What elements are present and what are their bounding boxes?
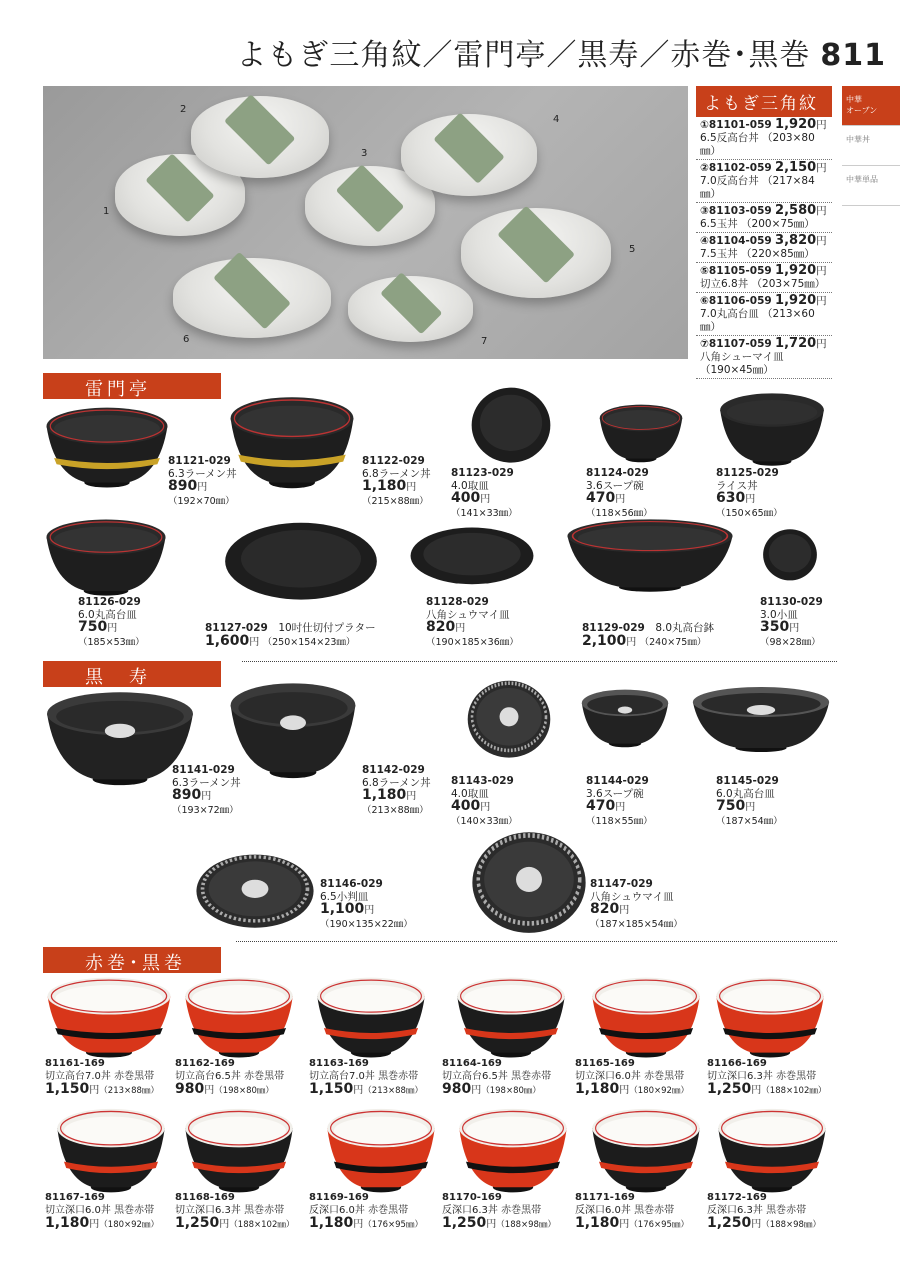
product-card [582, 622, 714, 649]
product-code: ⑤81105-059 [700, 265, 772, 277]
product-price: 890 [168, 478, 198, 494]
product-size: （213×88㎜） [363, 1086, 423, 1096]
product-card [205, 622, 376, 649]
product-size: （187×54㎜） [716, 815, 783, 827]
product-name: 7.0丸高台皿 [700, 308, 759, 320]
product-code: ④81104-059 [700, 235, 772, 247]
yen-unit: 円 [480, 802, 491, 813]
product-name: 切立深口6.0丼 黒巻赤帯 [45, 1204, 155, 1216]
product-name: 6.5小判皿 [320, 890, 369, 903]
product-image [598, 402, 684, 464]
product-size: （250×154×23㎜） [262, 636, 356, 648]
product-code: 81162-169 [175, 1058, 235, 1069]
product-image [690, 684, 832, 754]
product-name: 6.5反高台丼 [700, 132, 759, 144]
page-number: 811 [820, 38, 886, 73]
product-size: （190×135×22㎜） [320, 918, 413, 930]
yen-unit: 円 [816, 338, 827, 350]
product-price: 1,180 [362, 787, 407, 803]
photo-bowl-2 [191, 96, 329, 178]
product-code: 81172-169 [707, 1192, 767, 1203]
photo-bowl-6 [173, 258, 331, 338]
product-code: 81143-029 [451, 775, 514, 787]
product-size: （150×65㎜） [716, 507, 783, 519]
product-card [586, 467, 653, 520]
product-code: 81164-169 [442, 1058, 502, 1069]
photo-bowl-4 [401, 114, 537, 196]
product-name: 反深口6.0丼 赤巻黒帯 [309, 1204, 409, 1216]
product-card [451, 775, 518, 828]
product-size: （176×95㎜） [629, 1220, 689, 1230]
product-name: 切立深口6.3丼 赤巻黒帯 [707, 1070, 817, 1082]
section-header-kokuju: 黒 寿 [43, 661, 221, 687]
yen-unit: 円 [353, 1085, 364, 1096]
product-code: 81171-169 [575, 1192, 635, 1203]
product-code: 81161-169 [45, 1058, 105, 1069]
yomogi-item [696, 263, 832, 293]
yen-unit: 円 [745, 494, 756, 505]
product-image [194, 850, 316, 930]
product-card [45, 1192, 159, 1232]
product-code: 81146-029 [320, 878, 383, 890]
tab-chuka-don[interactable]: 中華丼 [842, 126, 900, 166]
product-price: 470 [586, 490, 616, 506]
yen-unit: 円 [745, 802, 756, 813]
product-image [228, 679, 358, 781]
product-size: （193×72㎜） [172, 804, 239, 816]
product-code: ③81103-059 [700, 205, 772, 217]
yen-unit: 円 [204, 1085, 215, 1096]
product-name: 反深口6.3丼 黒巻赤帯 [707, 1204, 807, 1216]
product-name: 7.0反高台丼 [700, 175, 759, 187]
page-header [236, 30, 886, 74]
product-image [466, 676, 552, 760]
category-tabs [842, 86, 900, 206]
product-card [309, 1192, 423, 1232]
product-size: （213×88㎜） [99, 1086, 159, 1096]
product-image [455, 974, 567, 1060]
product-price: 1,250 [175, 1215, 220, 1231]
yen-unit: 円 [480, 494, 491, 505]
yen-unit: 円 [406, 482, 417, 493]
product-name: 切立高台7.0丼 赤巻黒帯 [45, 1070, 155, 1082]
product-name: 6.3ラーメン丼 [168, 467, 237, 480]
product-size: （188×98㎜） [496, 1220, 556, 1230]
product-code: ②81102-059 [700, 162, 772, 174]
product-price: 470 [586, 798, 616, 814]
product-image [183, 1105, 295, 1195]
product-image [408, 524, 536, 586]
product-card [175, 1058, 284, 1098]
photo-label: 7 [481, 336, 488, 347]
yen-unit: 円 [455, 623, 466, 634]
product-size: （180×92㎜） [629, 1086, 689, 1096]
product-price: 400 [451, 798, 481, 814]
yen-unit: 円 [107, 623, 118, 634]
yomogi-item [696, 233, 832, 263]
product-name: 3.0小皿 [760, 608, 798, 621]
product-size: （215×88㎜） [362, 495, 429, 507]
product-card [586, 775, 653, 828]
product-size: （240×75㎜） [639, 636, 707, 648]
product-size: （176×95㎜） [363, 1220, 423, 1230]
product-image [228, 393, 356, 491]
product-price: 820 [426, 619, 456, 635]
product-price: 980 [442, 1081, 472, 1097]
product-name: 6.3ラーメン丼 [172, 776, 241, 789]
product-card [168, 455, 237, 508]
product-code: 81167-169 [45, 1192, 105, 1203]
product-image [44, 404, 170, 490]
product-card [575, 1058, 689, 1098]
product-card [320, 878, 413, 931]
photo-bowl-7 [348, 276, 473, 342]
product-size: （187×185×54㎜） [590, 918, 683, 930]
product-code: 81144-029 [586, 775, 649, 787]
product-image [590, 1105, 702, 1195]
product-price: 1,920 [775, 293, 817, 308]
hero-photo [43, 86, 688, 359]
product-name: 八角シューマイ皿 [700, 351, 784, 363]
page-title: よもぎ三角紋／雷門亭／黒寿／赤巻･黒巻 [236, 38, 811, 73]
product-code: 81125-029 [716, 467, 779, 479]
yen-unit: 円 [816, 205, 827, 217]
product-code: 81122-029 [362, 455, 425, 467]
photo-label: 1 [103, 206, 110, 217]
yen-unit: 円 [751, 1219, 762, 1230]
product-name: 6.8ラーメン丼 [362, 467, 431, 480]
product-price: 350 [760, 619, 790, 635]
product-size: （98×28㎜） [760, 636, 821, 648]
product-size: （198×80㎜） [481, 1086, 541, 1096]
product-name: 切立高台6.5丼 赤巻黒帯 [175, 1070, 285, 1082]
yen-unit: 円 [816, 235, 827, 247]
yen-unit: 円 [353, 1219, 364, 1230]
product-code: 81166-169 [707, 1058, 767, 1069]
yomogi-item [696, 293, 832, 336]
product-name: 3.6スープ碗 [586, 479, 644, 492]
product-price: 750 [78, 619, 108, 635]
product-price: 2,100 [582, 632, 627, 649]
product-price: 820 [590, 901, 620, 917]
product-price: 1,100 [320, 901, 365, 917]
product-name: 切立深口6.3丼 黒巻赤帯 [175, 1204, 285, 1216]
product-code: 81129-029 [582, 622, 645, 634]
product-name: 切立深口6.0丼 赤巻黒帯 [575, 1070, 685, 1082]
product-name: 6.0丸高台皿 [78, 608, 137, 621]
product-price: 980 [175, 1081, 205, 1097]
yen-unit: 円 [201, 791, 212, 802]
product-image [470, 383, 552, 465]
yen-unit: 円 [471, 1085, 482, 1096]
product-image [564, 516, 736, 594]
product-card [707, 1192, 821, 1232]
product-image [714, 974, 826, 1060]
product-card [716, 467, 783, 520]
product-size: （203×75㎜） [751, 278, 826, 290]
product-price: 1,180 [575, 1081, 620, 1097]
product-image [315, 974, 427, 1060]
yomogi-title: よもぎ三角紋 [696, 86, 832, 117]
product-image [55, 1105, 167, 1195]
photo-label: 6 [183, 334, 190, 345]
yomogi-list [696, 86, 832, 379]
divider [236, 941, 837, 942]
product-size: （198×80㎜） [214, 1086, 274, 1096]
product-card [426, 596, 519, 649]
product-code: 81123-029 [451, 467, 514, 479]
product-name: 切立高台7.0丼 黒巻赤帯 [309, 1070, 419, 1082]
product-price: 750 [716, 798, 746, 814]
product-name: 6.5玉丼 [700, 218, 738, 230]
product-name: 7.5玉丼 [700, 248, 738, 260]
tab-chuka-oven[interactable]: 中華 オーブン [842, 86, 900, 126]
product-card [716, 775, 783, 828]
photo-label: 2 [180, 104, 187, 115]
product-price: 1,150 [45, 1081, 90, 1097]
product-price: 1,180 [362, 478, 407, 494]
product-card [362, 455, 431, 508]
product-size: （118×56㎜） [586, 507, 653, 519]
product-card [309, 1058, 423, 1098]
product-code: 81170-169 [442, 1192, 502, 1203]
product-code: 81128-029 [426, 596, 489, 608]
product-image [470, 826, 588, 936]
yen-unit: 円 [626, 636, 637, 648]
product-card [78, 596, 145, 649]
product-price: 1,250 [707, 1081, 752, 1097]
yen-unit: 円 [406, 791, 417, 802]
product-name: 4.0取皿 [451, 787, 489, 800]
yen-unit: 円 [619, 1219, 630, 1230]
divider [242, 661, 837, 662]
product-card [707, 1058, 826, 1098]
product-image [325, 1105, 437, 1195]
product-code: 81127-029 [205, 622, 268, 634]
product-size: （180×92㎜） [99, 1220, 159, 1230]
product-code: 81142-029 [362, 764, 425, 776]
product-code: 81141-029 [172, 764, 235, 776]
yen-unit: 円 [619, 905, 630, 916]
product-image [762, 526, 818, 582]
product-price: 1,720 [775, 336, 817, 351]
product-name: ライス丼 [716, 479, 758, 492]
photo-label: 4 [553, 114, 560, 125]
product-price: 1,920 [775, 117, 817, 132]
product-code: 81163-169 [309, 1058, 369, 1069]
product-price: 630 [716, 490, 746, 506]
yomogi-item [696, 160, 832, 203]
yen-unit: 円 [89, 1085, 100, 1096]
product-image [183, 974, 295, 1060]
product-size: （188×98㎜） [761, 1220, 821, 1230]
product-image [590, 974, 702, 1060]
product-code: 81168-169 [175, 1192, 235, 1203]
product-name: 切立高台6.5丼 黒巻赤帯 [442, 1070, 552, 1082]
product-image [457, 1105, 569, 1195]
section-header-kaminari: 雷門亭 [43, 373, 221, 399]
yen-unit: 円 [615, 494, 626, 505]
yen-unit: 円 [615, 802, 626, 813]
product-name: 反深口6.0丼 黒巻赤帯 [575, 1204, 675, 1216]
yen-unit: 円 [89, 1219, 100, 1230]
product-image [222, 518, 380, 602]
product-size: （217×84㎜） [700, 175, 815, 200]
product-size: （118×55㎜） [586, 815, 653, 827]
product-size: （190×45㎜） [700, 364, 774, 376]
product-price: 1,180 [309, 1215, 354, 1231]
product-code: ①81101-059 [700, 119, 772, 131]
product-code: ⑥81106-059 [700, 295, 772, 307]
product-card [451, 467, 518, 520]
yen-unit: 円 [364, 905, 375, 916]
product-size: （141×33㎜） [451, 507, 518, 519]
yen-unit: 円 [249, 636, 260, 648]
yen-unit: 円 [486, 1219, 497, 1230]
product-price: 3,820 [775, 233, 817, 248]
product-price: 1,600 [205, 632, 250, 649]
product-price: 1,180 [45, 1215, 90, 1231]
product-price: 1,150 [309, 1081, 354, 1097]
product-name: 切立6.8丼 [700, 278, 749, 290]
product-card [590, 878, 683, 931]
product-code: 81130-029 [760, 596, 823, 608]
product-size: （200×75㎜） [741, 218, 815, 230]
product-price: 1,180 [575, 1215, 620, 1231]
product-name: 6.0丸高台皿 [716, 787, 775, 800]
product-card [442, 1192, 556, 1232]
product-card [45, 1058, 159, 1098]
product-size: （140×33㎜） [451, 815, 518, 827]
product-name: 8.0丸高台鉢 [655, 622, 715, 634]
product-code: 81145-029 [716, 775, 779, 787]
product-name: 八角シュウマイ皿 [426, 608, 510, 621]
photo-bowl-5 [461, 208, 611, 298]
yen-unit: 円 [816, 295, 827, 307]
product-size: （203×80㎜） [700, 132, 815, 157]
product-image [580, 687, 670, 749]
section-header-akamaki: 赤巻･黒巻 [43, 947, 221, 973]
photo-label: 5 [629, 244, 636, 255]
yen-unit: 円 [816, 265, 827, 277]
product-card [175, 1192, 294, 1232]
product-card [575, 1192, 689, 1232]
yomogi-item [696, 203, 832, 233]
product-price: 1,250 [707, 1215, 752, 1231]
product-price: 2,580 [775, 203, 817, 218]
photo-label: 3 [361, 148, 368, 159]
product-card [362, 764, 431, 817]
yomogi-item [696, 117, 832, 160]
product-code: 81165-169 [575, 1058, 635, 1069]
product-image [44, 516, 168, 598]
product-size: （213×60㎜） [700, 308, 815, 333]
yen-unit: 円 [619, 1085, 630, 1096]
product-price: 1,250 [442, 1215, 487, 1231]
product-name: 3.6スープ碗 [586, 787, 644, 800]
product-code: 81124-029 [586, 467, 649, 479]
yomogi-item [696, 336, 832, 379]
product-size: （192×70㎜） [168, 495, 235, 507]
product-code: 81126-029 [78, 596, 141, 608]
product-card [442, 1058, 551, 1098]
product-price: 400 [451, 490, 481, 506]
product-card [760, 596, 823, 649]
product-code: 81147-029 [590, 878, 653, 890]
yen-unit: 円 [197, 482, 208, 493]
product-size: （188×102㎜） [229, 1220, 295, 1230]
product-name: 八角シュウマイ皿 [590, 890, 674, 903]
yen-unit: 円 [751, 1085, 762, 1096]
product-image [45, 974, 173, 1060]
product-image [718, 390, 826, 468]
yen-unit: 円 [816, 162, 827, 174]
product-code: 81121-029 [168, 455, 231, 467]
product-size: （185×53㎜） [78, 636, 145, 648]
yen-unit: 円 [789, 623, 800, 634]
product-size: （190×185×36㎜） [426, 636, 519, 648]
product-price: 2,150 [775, 160, 817, 175]
yen-unit: 円 [816, 119, 827, 131]
product-name: 6.8ラーメン丼 [362, 776, 431, 789]
tab-chuka-tanpin[interactable]: 中華単品 [842, 166, 900, 206]
yen-unit: 円 [219, 1219, 230, 1230]
product-image [716, 1105, 828, 1195]
product-size: （220×85㎜） [741, 248, 815, 260]
product-name: 10吋仕切付プラター [278, 622, 376, 634]
product-size: （213×88㎜） [362, 804, 429, 816]
product-code: ⑦81107-059 [700, 338, 772, 350]
product-name: 4.0取皿 [451, 479, 489, 492]
product-price: 1,920 [775, 263, 817, 278]
product-size: （188×102㎜） [761, 1086, 827, 1096]
product-name: 反深口6.3丼 赤巻黒帯 [442, 1204, 542, 1216]
product-code: 81169-169 [309, 1192, 369, 1203]
product-price: 890 [172, 787, 202, 803]
